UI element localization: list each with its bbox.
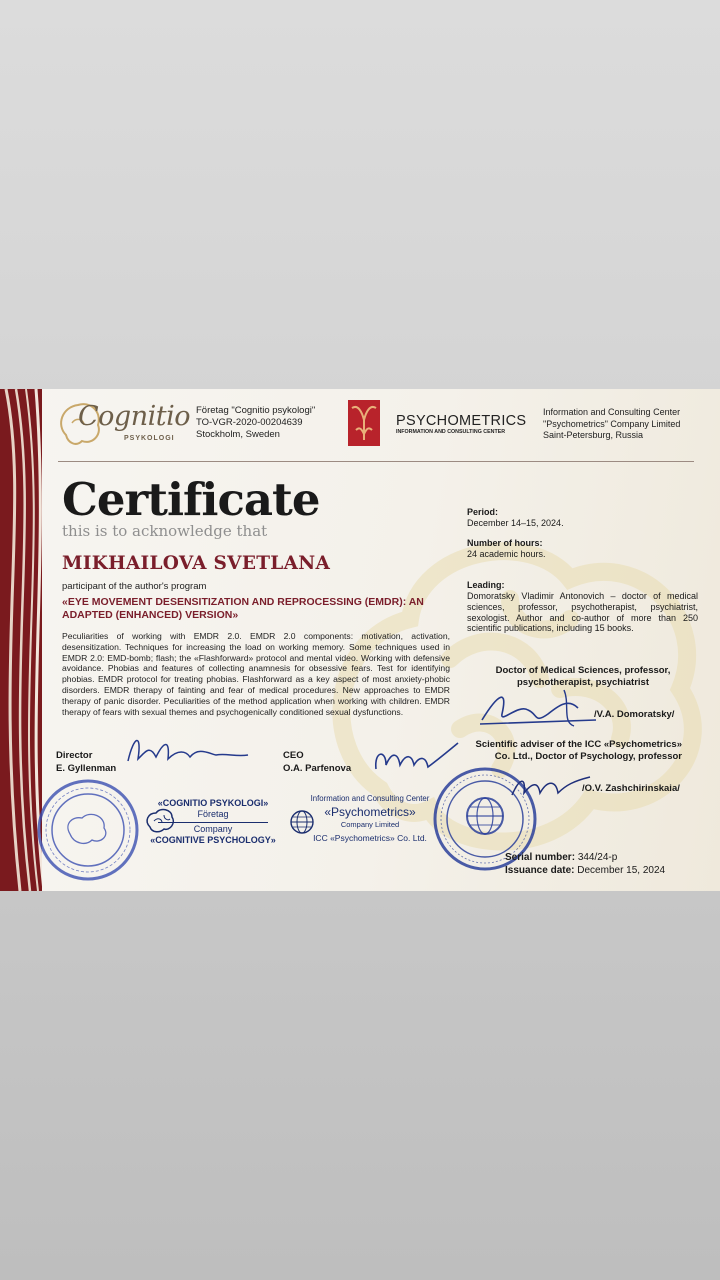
cognitio-footer-block [140, 798, 286, 846]
leading-value: Domoratsky Vladimir Antonovich – doctor of medical sciences, professor, psychotherapist, psychiatrist, sexologist. Author and co-author of more than 250 scientific publications, including 15 books. [467, 591, 698, 634]
company-right-line: Saint-Petersburg, Russia [543, 430, 644, 440]
psychometrics-footer-line: «Psychometrics» [324, 805, 416, 819]
leading-label: Leading: [467, 580, 505, 590]
domoratsky-title: Doctor of Medical Sciences, professor, psychotherapist, psychiatrist [495, 665, 671, 688]
domoratsky-signature-icon [478, 684, 598, 730]
company-left-line: TO-VGR-2020-00204639 [196, 417, 303, 428]
period-label: Period: [467, 507, 499, 517]
psychometrics-footer-line: Company Limited [340, 820, 400, 829]
cognitio-logo-word: Cognitio [78, 401, 190, 432]
psychometrics-footer-line: ICC «Psychometrics» Co. Ltd. [313, 833, 427, 843]
director-block [56, 750, 116, 775]
psychometrics-logo-icon [348, 400, 380, 446]
cognitio-footer-line: «COGNITIVE PSYCHOLOGY» [150, 834, 276, 845]
adviser-title: Scientific adviser of the ICC «Psychometrics» Co. Ltd., Doctor of Psychology, professor [475, 739, 682, 762]
ceo-name: O.A. Parfenova [283, 762, 352, 774]
recipient-name: MIKHAILOVA SVETLANA [62, 553, 331, 574]
psychometrics-name: PSYCHOMETRICS [396, 413, 527, 429]
serial-row [505, 851, 665, 864]
cognitio-footer-rule [158, 822, 268, 823]
serial-block [505, 851, 665, 877]
psychometrics-footer-line: Information and Consulting Center [310, 794, 430, 803]
period-value: December 14–15, 2024. [467, 518, 564, 528]
adviser-name: /O.V. Zashchirinskaia/ [582, 783, 680, 794]
program-description: Peculiarities of working with EMDR 2.0. EMDR 2.0 components: motivation, activation, desensitization. Techniques for increasing the load on working memory. Some techniques used in EMDR 2.0: EMD-bomb; flash; the «Flashforward» protocol and mental video. Working with defensive avoidance. Phobias and features of collecting anamnesis for obsessive fears. Test for identifying phobias. EMDR protocol for treating phobias. Flashforward as a key aspect of most anxiety-phobic disorders. EMDR therapy of fainting and fear of medical procedures. New approaches to EMDR therapy of panic disorder. Peculiarities of the method application when working with children. EMDR therapy of fears with sexual themes and psychogenically conditioned sexual dysfunctions. [62, 631, 450, 717]
serial-label: Serial number: [505, 852, 576, 863]
cognitio-stamp-icon [36, 778, 140, 882]
psychometrics-subtitle: INFORMATION AND CONSULTING CENTER [396, 429, 506, 435]
cognitio-logo [58, 395, 188, 451]
certificate-document [0, 389, 720, 891]
serial-value: 344/24-p [577, 852, 618, 863]
program-title: «EYE MOVEMENT DESENSITIZATION AND REPROCESSING (EMDR): AN ADAPTED (ENHANCED) VERSION» [62, 596, 424, 621]
adviser-signature-icon [508, 771, 592, 805]
hours-value: 24 academic hours. [467, 549, 546, 559]
company-left-info [196, 405, 315, 441]
company-left-line: Företag "Cognitio psykologi" [196, 405, 316, 416]
issuance-label: Issuance date: [505, 865, 575, 876]
director-label: Director [56, 750, 93, 761]
cognitio-logo-sub: PSYKOLOGI [124, 435, 175, 442]
domoratsky-name: /V.A. Domoratsky/ [594, 709, 675, 720]
hours-label: Number of hours: [467, 538, 543, 548]
acknowledge-text: this is to acknowledge that [62, 522, 268, 540]
header-divider [58, 461, 694, 462]
director-signature-icon [124, 731, 250, 771]
certificate-title: Certificate [62, 473, 320, 526]
cognitio-footer-line: Företag [197, 809, 229, 820]
psychometrics-footer-block [300, 794, 440, 843]
cognitio-footer-line: «COGNITIO PSYKOLOGI» [157, 798, 269, 808]
director-name: E. Gyllenman [56, 762, 117, 774]
company-left-line: Stockholm, Sweden [196, 429, 280, 440]
company-right-info [543, 407, 680, 442]
cognitio-footer-line: Company [193, 823, 233, 834]
issuance-value: December 15, 2024 [577, 865, 666, 876]
ceo-label: CEO [283, 750, 304, 761]
ceo-block [283, 750, 351, 775]
participant-text: participant of the author's program [62, 581, 207, 592]
company-right-line: Information and Consulting Center [543, 407, 681, 417]
company-right-line: "Psychometrics" Company Limited [543, 418, 681, 429]
issuance-row [505, 864, 665, 877]
